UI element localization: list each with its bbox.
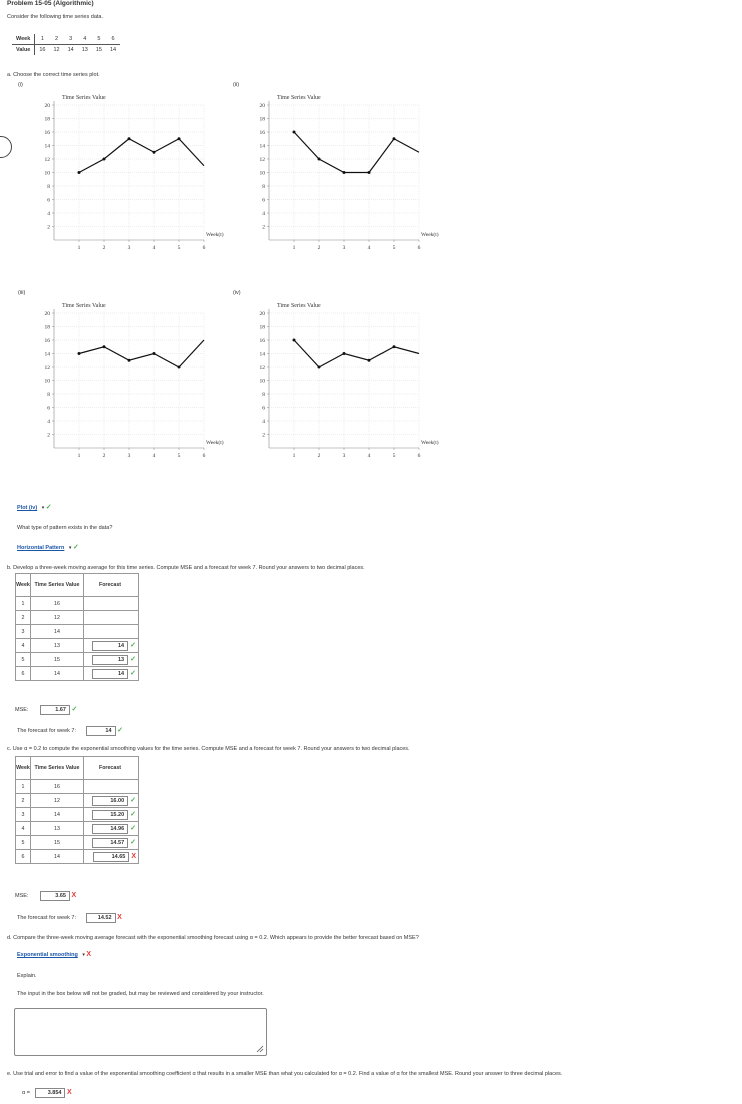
value-cell: 12	[53, 47, 60, 53]
data-point	[153, 151, 156, 154]
y-tick-label: 10	[259, 170, 265, 177]
plot-select-value: Plot (iv)	[17, 505, 38, 511]
cross-icon: X	[71, 892, 77, 899]
value-cell: 13	[31, 822, 84, 836]
forecast-cell	[84, 794, 139, 808]
y-tick-label: 20	[259, 311, 265, 317]
y-tick-label: 18	[259, 324, 265, 331]
y-tick-label: 16	[44, 338, 50, 344]
x-tick-label: 3	[342, 245, 346, 251]
y-tick-label: 4	[262, 419, 265, 425]
chart-title: Time Series Value	[62, 303, 106, 309]
table-row	[16, 850, 139, 864]
data-point	[318, 366, 321, 369]
y-tick-label: 14	[44, 143, 50, 150]
data-point	[128, 359, 131, 362]
data-point	[103, 158, 106, 161]
forecast-input[interactable]: 13	[92, 655, 128, 665]
y-tick-label: 8	[47, 184, 50, 190]
week-cell: 2	[50, 34, 64, 45]
x-tick-label: 3	[342, 453, 346, 459]
x-tick-label: 1	[77, 453, 81, 459]
y-tick-label: 16	[44, 130, 50, 136]
table-row	[16, 667, 139, 681]
x-tick-label: 4	[367, 245, 371, 251]
header-week: Week	[16, 574, 31, 597]
part-e-prompt: e. Use trial and error to find a value of the exponential smoothing coefficient α that results in a smaller MSE than what you calculated for α = 0.2. Find a value of α for the smallest MSE. Round your answer to three decimal places.	[7, 1071, 563, 1077]
week-cell: 3	[64, 34, 78, 45]
x-axis-label: Week(t)	[421, 440, 439, 446]
value-cell: 14	[31, 625, 84, 639]
x-tick-label: 1	[77, 245, 81, 251]
x-tick-label: 6	[417, 245, 421, 251]
plot-label-i: (i)	[18, 82, 23, 88]
check-icon: ✓	[130, 810, 136, 818]
value-cell: 12	[31, 794, 84, 808]
data-point	[78, 171, 81, 174]
y-tick-label: 18	[259, 116, 265, 123]
y-tick-label: 10	[44, 378, 50, 385]
value-cell: 14	[31, 808, 84, 822]
x-tick-label: 2	[317, 453, 321, 459]
plot-label-iii: (iii)	[18, 290, 26, 296]
series-line	[294, 132, 419, 173]
header-value: Time Series Value	[31, 574, 84, 597]
y-tick-label: 8	[262, 392, 265, 398]
y-tick-label: 12	[259, 365, 265, 371]
forecast-cell	[84, 822, 139, 836]
value-cell: 13	[81, 47, 88, 53]
y-tick-label: 6	[262, 405, 265, 412]
forecast7-row-c	[17, 913, 122, 923]
data-point	[153, 352, 156, 355]
forecast-input[interactable]: 14	[92, 669, 128, 679]
value-cell: 16	[31, 780, 84, 794]
data-point	[368, 171, 371, 174]
moving-average-table	[15, 573, 139, 681]
y-tick-label: 18	[44, 116, 50, 123]
row-label-week: Week	[12, 34, 35, 45]
y-tick-label: 18	[44, 324, 50, 331]
chart-title: Time Series Value	[62, 95, 106, 101]
check-icon: ✓	[130, 641, 136, 649]
exp-smoothing-table	[15, 756, 139, 864]
value-cell: 15	[31, 653, 84, 667]
y-tick-label: 2	[262, 432, 265, 439]
forecast-cell	[84, 808, 139, 822]
x-tick-label: 2	[102, 245, 106, 251]
y-tick-label: 14	[44, 351, 50, 358]
x-tick-label: 1	[292, 453, 296, 459]
forecast7-input[interactable]: 14	[86, 726, 116, 736]
x-axis-label: Week(t)	[206, 232, 224, 238]
table-row	[16, 611, 139, 625]
y-tick-label: 8	[47, 392, 50, 398]
y-tick-label: 20	[259, 103, 265, 109]
mse-row-b	[15, 705, 77, 715]
week-cell: 1	[16, 597, 31, 611]
y-tick-label: 8	[262, 184, 265, 190]
time-series-plot-iv[interactable]	[245, 298, 455, 473]
explain-textarea[interactable]	[14, 1008, 267, 1056]
y-tick-label: 2	[47, 224, 50, 231]
forecast-cell	[84, 597, 139, 611]
header-forecast: Forecast	[84, 574, 139, 597]
mse-input[interactable]: 1.67	[40, 705, 70, 715]
forecast-input[interactable]: 16.00	[92, 796, 128, 806]
x-tick-label: 2	[317, 245, 321, 251]
y-tick-label: 4	[262, 211, 265, 217]
week-cell: 6	[16, 850, 31, 864]
cross-icon: X	[131, 852, 136, 860]
forecast-cell	[84, 611, 139, 625]
x-tick-label: 5	[392, 245, 396, 251]
part-d-prompt: d. Compare the three-week moving average forecast with the exponential smoothing forecast using α = 0.2. Which appears to provide the better forecast based on MSE?	[7, 935, 419, 941]
forecast-cell	[84, 653, 139, 667]
forecast7-label: The forecast for week 7:	[17, 915, 76, 921]
cross-icon: X	[86, 951, 92, 958]
x-tick-label: 6	[202, 245, 206, 251]
problem-title: Problem 15-05 (Algorithmic)	[7, 0, 94, 7]
cross-icon: X	[66, 1089, 72, 1096]
data-point	[393, 345, 396, 348]
check-icon: ✓	[117, 727, 123, 734]
mse-input[interactable]: 3.65	[40, 891, 70, 901]
header-forecast: Forecast	[84, 757, 139, 780]
value-cell: 16	[39, 47, 46, 53]
forecast-input[interactable]: 14.65	[93, 852, 129, 862]
y-tick-label: 4	[47, 419, 50, 425]
method-select-dropdown[interactable]	[17, 951, 91, 958]
series-line	[294, 340, 419, 367]
data-point	[343, 171, 346, 174]
value-cell: 14	[31, 667, 84, 681]
data-point	[178, 137, 181, 140]
data-point	[318, 158, 321, 161]
chart-title: Time Series Value	[277, 303, 321, 309]
part-a-prompt: a. Choose the correct time series plot.	[7, 72, 100, 78]
plot-label-ii: (ii)	[233, 82, 240, 88]
check-icon: ✓	[130, 796, 136, 804]
table-row	[16, 822, 139, 836]
x-axis-label: Week(t)	[421, 232, 439, 238]
explain-note: The input in the box below will not be graded, but may be reviewed and considered by your instructor.	[17, 991, 264, 997]
x-tick-label: 4	[367, 453, 371, 459]
explain-label: Explain.	[17, 973, 37, 979]
cross-icon: X	[117, 914, 122, 921]
week-cell: 6	[16, 667, 31, 681]
chevron-down-icon: ▾	[68, 545, 72, 551]
resize-handle-icon[interactable]	[256, 1045, 264, 1053]
week-cell: 1	[35, 34, 50, 45]
table-row	[16, 639, 139, 653]
y-tick-label: 14	[259, 351, 265, 358]
check-icon: ✓	[130, 824, 136, 832]
x-tick-label: 5	[392, 453, 396, 459]
check-icon: ✓	[130, 655, 136, 663]
data-point	[78, 352, 81, 355]
value-cell: 12	[31, 611, 84, 625]
forecast7-input[interactable]: 14.52	[86, 913, 116, 923]
check-icon: ✓	[130, 838, 136, 846]
chart-title: Time Series Value	[277, 95, 321, 101]
data-point	[103, 345, 106, 348]
method-select-value: Exponential smoothing	[17, 952, 78, 958]
data-point	[293, 131, 296, 134]
x-tick-label: 3	[127, 245, 131, 251]
forecast-cell	[84, 850, 139, 864]
alpha-input[interactable]: 3.854	[35, 1088, 65, 1098]
value-cell: 15	[31, 836, 84, 850]
y-tick-label: 6	[262, 197, 265, 204]
y-tick-label: 14	[259, 143, 265, 150]
series-line	[79, 139, 204, 173]
data-point	[393, 137, 396, 140]
value-cell: 14	[67, 47, 74, 53]
y-tick-label: 2	[47, 432, 50, 439]
week-cell: 4	[78, 34, 92, 45]
forecast-cell	[84, 836, 139, 850]
forecast-cell	[84, 625, 139, 639]
data-point	[293, 339, 296, 342]
table-row	[16, 794, 139, 808]
time-series-plot-ii[interactable]	[245, 90, 455, 265]
x-tick-label: 5	[177, 245, 181, 251]
table-row	[16, 597, 139, 611]
check-icon: ✓	[45, 504, 52, 511]
side-handle[interactable]	[0, 136, 12, 158]
week-cell: 5	[92, 34, 106, 45]
value-cell: 14	[31, 850, 84, 864]
check-icon: ✓	[130, 669, 136, 677]
table-row	[16, 808, 139, 822]
alpha-row	[22, 1088, 72, 1098]
week-cell: 2	[16, 794, 31, 808]
data-point	[128, 137, 131, 140]
table-row	[16, 780, 139, 794]
chevron-down-icon: ▾	[82, 952, 85, 958]
x-tick-label: 6	[417, 453, 421, 459]
time-series-plot-iii[interactable]	[30, 298, 240, 473]
pattern-question: What type of pattern exists in the data?	[17, 525, 113, 531]
time-series-plot-i[interactable]	[30, 90, 240, 265]
forecast-input[interactable]: 14.57	[92, 838, 128, 848]
table-row	[16, 625, 139, 639]
pattern-select-dropdown[interactable]	[17, 543, 79, 551]
y-tick-label: 12	[44, 365, 50, 371]
mse-label: MSE:	[15, 707, 29, 713]
x-tick-label: 2	[102, 453, 106, 459]
plot-label-iv: (iv)	[233, 290, 241, 296]
table-row	[16, 653, 139, 667]
week-cell: 2	[16, 611, 31, 625]
intro-text: Consider the following time series data.	[7, 14, 103, 20]
check-icon: ✓	[72, 544, 79, 551]
x-tick-label: 4	[152, 453, 156, 459]
forecast-cell	[84, 667, 139, 681]
series-line	[79, 340, 204, 367]
value-cell: 14	[110, 47, 117, 53]
y-tick-label: 10	[44, 170, 50, 177]
forecast-input[interactable]: 14	[92, 641, 128, 651]
forecast-input[interactable]: 14.96	[92, 824, 128, 834]
x-tick-label: 6	[202, 453, 206, 459]
alpha-label: α =	[22, 1090, 30, 1096]
forecast7-label: The forecast for week 7:	[17, 728, 76, 734]
data-point	[178, 366, 181, 369]
forecast-input[interactable]: 15.20	[92, 810, 128, 820]
part-c-prompt: c. Use α = 0.2 to compute the exponential smoothing values for the time series. Compute MSE and a forecast for week 7. Round your answers to two decimal places.	[7, 746, 410, 752]
week-cell: 4	[16, 639, 31, 653]
x-tick-label: 3	[127, 453, 131, 459]
week-cell: 1	[16, 780, 31, 794]
forecast-cell	[84, 780, 139, 794]
week-cell: 4	[16, 822, 31, 836]
week-cell: 3	[16, 625, 31, 639]
part-b-prompt: b. Develop a three-week moving average for this time series. Compute MSE and a forecast for week 7. Round your answers to two decimal places.	[7, 565, 365, 571]
y-tick-label: 16	[259, 338, 265, 344]
y-tick-label: 6	[47, 197, 50, 204]
x-tick-label: 5	[177, 453, 181, 459]
week-cell: 5	[16, 653, 31, 667]
header-value: Time Series Value	[31, 757, 84, 780]
row-label-value: Value	[12, 45, 35, 56]
y-tick-label: 6	[47, 405, 50, 412]
y-tick-label: 4	[47, 211, 50, 217]
value-cell: 15	[95, 47, 102, 53]
mse-label: MSE:	[15, 893, 29, 899]
plot-select-dropdown[interactable]	[17, 503, 52, 511]
week-cell: 6	[106, 34, 120, 45]
mse-row-c	[15, 891, 76, 901]
week-cell: 3	[16, 808, 31, 822]
pattern-select-value: Horizontal Pattern	[17, 545, 65, 551]
value-cell: 13	[31, 639, 84, 653]
y-tick-label: 20	[44, 103, 50, 109]
chevron-down-icon: ▾	[41, 505, 45, 511]
table-row	[16, 836, 139, 850]
x-axis-label: Week(t)	[206, 440, 224, 446]
forecast-cell	[84, 639, 139, 653]
x-tick-label: 1	[292, 245, 296, 251]
week-cell: 5	[16, 836, 31, 850]
y-tick-label: 2	[262, 224, 265, 231]
y-tick-label: 12	[44, 157, 50, 163]
value-cell: 16	[31, 597, 84, 611]
header-week: Week	[16, 757, 31, 780]
y-tick-label: 10	[259, 378, 265, 385]
check-icon: ✓	[71, 706, 78, 713]
y-tick-label: 20	[44, 311, 50, 317]
data-point	[368, 359, 371, 362]
x-tick-label: 4	[152, 245, 156, 251]
forecast7-row-b	[17, 726, 123, 736]
data-point	[343, 352, 346, 355]
y-tick-label: 12	[259, 157, 265, 163]
y-tick-label: 16	[259, 130, 265, 136]
data-table	[12, 34, 120, 55]
